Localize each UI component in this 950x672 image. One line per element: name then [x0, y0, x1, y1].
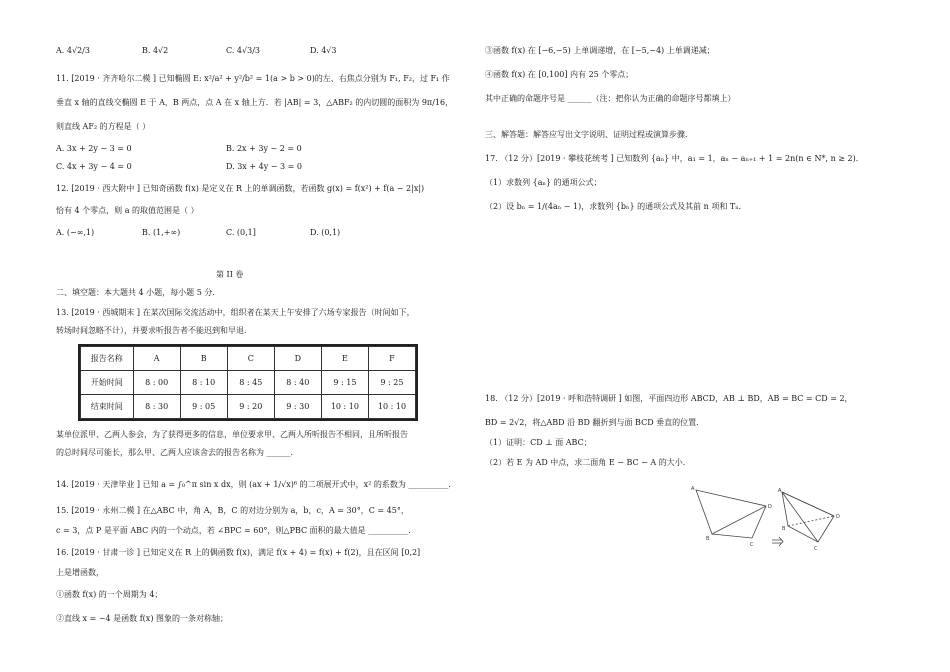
table-cell: D	[274, 347, 321, 371]
label-a-right: A	[778, 488, 782, 494]
table-cell: 9 : 05	[180, 395, 227, 419]
table-cell: 报告名称	[81, 347, 134, 371]
q15-line2: c = 3，点 P 是平面 ABC 内的一个动点，若 ∠BPC = 60°，则△PBC 面积的最大值是 __________．	[56, 526, 417, 535]
q18-part2: （2）若 E 为 AD 中点，求二面角 E − BC − A 的大小．	[485, 458, 691, 467]
q10-option-c: C. 4√3/3	[226, 46, 260, 55]
q12-option-a: A. (−∞,1)	[56, 228, 95, 237]
q11-option-b: B. 2x + 3y − 2 = 0	[226, 144, 302, 153]
q14-text: 14. [2019 · 天津毕业 ] 已知 a = ∫₀^π sin x dx，则 (ax + 1/√x)⁶ 的二项展开式中，x² 的系数为 __________．	[56, 480, 457, 489]
q13-line3: 某单位派甲、乙两人参会，为了获得更多的信息，单位要求甲、乙两人所听报告不相同，且所听报告	[56, 430, 408, 439]
q17-part2: （2）设 bₙ = 1/(4aₙ − 1)，求数列 {bₙ} 的通项公式及其前 n 项和 Tₙ．	[485, 202, 747, 211]
table-cell: A	[133, 347, 180, 371]
table-cell: 8 : 00	[133, 371, 180, 395]
q11-line1: 11. [2019 · 齐齐哈尔二模 ] 已知椭圆 E: x²/a² + y²/b² = 1(a > b > 0)的左、右焦点分别为 F₁, F₂，过 F₁ 作	[56, 74, 450, 83]
q10-option-a: A. 4√2/3	[56, 46, 90, 55]
q16-line2: 上是增函数，	[56, 568, 104, 577]
table-cell: 结束时间	[81, 395, 134, 419]
table-cell: 9 : 15	[321, 371, 368, 395]
table-cell: 开始时间	[81, 371, 134, 395]
q12-option-d: D. (0,1)	[310, 228, 341, 237]
label-b-right: B	[782, 526, 786, 532]
q11-option-c: C. 4x + 3y − 4 = 0	[56, 162, 132, 171]
table-cell: F	[368, 347, 415, 371]
q15-line1: 15. [2019 · 永州二模 ] 在△ABC 中，角 A，B，C 的对边分别为 a，b，c，A = 30°，C = 45°，	[56, 506, 409, 515]
q11-line2: 垂直 x 轴的直线交椭圆 E 于 A，B 两点，点 A 在 x 轴上方．若 |AB| = 3，△ABF₂ 的内切圆的面积为 9π/16，	[56, 98, 454, 107]
folding-diagram	[690, 484, 850, 554]
q18-line2: BD = 2√2，将△ABD 沿 BD 翻折到与面 BCD 垂直的位置．	[485, 418, 705, 427]
table-cell: 8 : 40	[274, 371, 321, 395]
label-d-right: D	[836, 514, 840, 520]
table-cell: 9 : 20	[227, 395, 274, 419]
fill-in-intro: 二、填空题：本大题共 4 小题，每小题 5 分．	[56, 288, 221, 297]
table-row	[81, 395, 416, 419]
table-cell: 9 : 30	[274, 395, 321, 419]
edge-ad	[782, 492, 834, 516]
section-title: 第 II 卷	[216, 270, 244, 279]
q11-option-d: D. 3x + 4y − 3 = 0	[226, 162, 302, 171]
table-cell: 10 : 10	[368, 395, 415, 419]
label-d-left: D	[768, 504, 772, 510]
arrow-icon	[772, 537, 783, 546]
label-c-right: C	[814, 546, 818, 552]
label-b-left: B	[706, 536, 710, 542]
label-c-left: C	[750, 542, 754, 548]
q16-conclusion: 其中正确的命题序号是 ______（注：把你认为正确的命题序号都填上）	[485, 94, 736, 103]
q10-option-d: D. 4√3	[310, 46, 337, 55]
table-header-row	[81, 347, 416, 371]
q16-item2: ②直线 x = −4 是函数 f(x) 图象的一条对称轴；	[56, 614, 228, 623]
q18-line1: 18. （12 分）[2019 · 呼和浩特调研 ] 如图，平面四边形 ABCD，AB ⊥ BD，AB = BC = CD = 2，	[485, 394, 853, 403]
q17-part1: （1）求数列 {aₙ} 的通项公式；	[485, 178, 602, 187]
table-cell: E	[321, 347, 368, 371]
label-a-left: A	[691, 486, 695, 492]
table-row	[81, 371, 416, 395]
table-cell: C	[227, 347, 274, 371]
q12-line2: 恰有 4 个零点，则 a 的取值范围是（ ）	[56, 206, 199, 215]
q10-option-b: B. 4√2	[142, 46, 169, 55]
q13-line1: 13. [2019 · 西城期末 ] 在某次国际交流活动中，组织者在某天上午安排了六场专家报告（时间如下，	[56, 308, 415, 317]
q12-option-b: B. (1,+∞)	[142, 228, 181, 237]
q16-item1: ①函数 f(x) 的一个周期为 4；	[56, 590, 163, 599]
table-cell: 8 : 30	[133, 395, 180, 419]
table-cell: 10 : 10	[321, 395, 368, 419]
hidden-edge-bd	[788, 516, 834, 526]
table-cell: B	[180, 347, 227, 371]
q17-line1: 17. （12 分）[2019 · 攀枝花统考 ] 已知数列 {aₙ} 中，a₁ = 1，aₙ − aₙ₊₁ + 1 = 2n(n ∈ N*, n ≥ 2)．	[485, 154, 864, 163]
q13-line4: 的总时间尽可能长，那么甲、乙两人应该舍去的报告名称为 ______．	[56, 448, 299, 457]
table-cell: 8 : 45	[227, 371, 274, 395]
q18-part1: （1）证明：CD ⊥ 面 ABC；	[485, 438, 592, 447]
table-cell: 9 : 25	[368, 371, 415, 395]
folded-solid	[782, 492, 834, 542]
edge-ac	[782, 492, 818, 542]
q18-figure	[690, 484, 850, 554]
q16-item3: ③函数 f(x) 在 [−6,−5) 上单调递增，在 [−5,−4) 上单调递减；	[485, 46, 715, 55]
q12-option-c: C. (0,1]	[226, 228, 256, 237]
schedule-table	[80, 346, 416, 419]
quadrilateral-abcd	[696, 490, 766, 538]
q16-line1: 16. [2019 · 甘肃一诊 ] 已知定义在 R 上的偶函数 f(x)，满足 f(x + 4) = f(x) + f(2)，且在区间 [0,2]	[56, 548, 421, 557]
q11-option-a: A. 3x + 2y − 3 = 0	[56, 144, 132, 153]
q11-line3: 则直线 AF₂ 的方程是（ ）	[56, 122, 151, 131]
q16-item4: ④函数 f(x) 在 [0,100] 内有 25 个零点；	[485, 70, 634, 79]
diagonal-bd	[712, 506, 766, 534]
answer-intro: 三、解答题：解答应写出文字说明、证明过程或演算步骤．	[485, 130, 693, 139]
q12-line1: 12. [2019 · 西大附中 ] 已知奇函数 f(x) 是定义在 R 上的单调函数，若函数 g(x) = f(x²) + f(a − 2|x|)	[56, 184, 425, 193]
table-cell: 8 : 10	[180, 371, 227, 395]
q13-line2: 转场时间忽略不计），并要求听报告者不能迟到和早退．	[56, 326, 252, 335]
